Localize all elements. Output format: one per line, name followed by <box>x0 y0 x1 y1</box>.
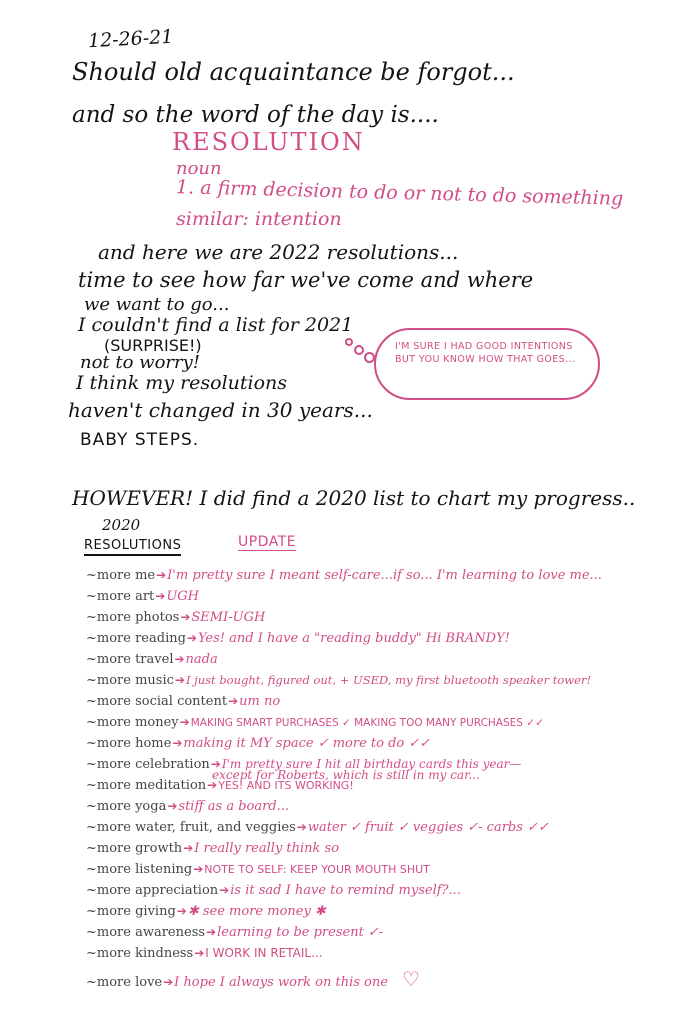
resolution-row <box>86 841 339 856</box>
resolution-item: ~more music <box>86 673 174 688</box>
body-line: haven't changed in 30 years... <box>68 398 373 422</box>
resolution-item: ~more yoga <box>86 799 167 814</box>
resolution-row <box>86 925 383 940</box>
arrow-icon: ➔ <box>210 757 221 771</box>
body-line: not to worry! <box>80 352 201 373</box>
resolution-item: ~more photos <box>86 610 180 625</box>
resolution-item: ~more money <box>86 715 179 730</box>
resolution-item: ~more home <box>86 736 172 751</box>
resolution-item: ~more awareness <box>86 925 206 940</box>
arrow-icon: ➔ <box>193 862 204 876</box>
baby-steps: BABY STEPS. <box>80 430 200 450</box>
arrow-icon: ➔ <box>186 631 197 645</box>
resolution-row <box>86 820 549 835</box>
resolution-update: NOTE TO SELF: KEEP YOUR MOUTH SHUT <box>204 863 430 876</box>
arrow-icon: ➔ <box>167 799 178 813</box>
arrow-icon: ➔ <box>228 694 239 708</box>
arrow-icon: ➔ <box>180 610 191 624</box>
resolution-update: I really really think so <box>194 841 340 856</box>
resolution-update: I hope I always work on this one <box>174 975 388 990</box>
resolution-row <box>86 904 326 919</box>
resolution-update: I just bought, figured out, + USED, my first bluetooth speaker tower! <box>185 673 592 687</box>
word-of-day-line: and so the word of the day is.... <box>72 102 439 128</box>
resolution-update: making it MY space ✓ more to do ✓✓ <box>183 736 431 751</box>
arrow-icon: ➔ <box>219 883 230 897</box>
list-year: 2020 <box>102 516 141 534</box>
arrow-icon: ➔ <box>174 652 185 666</box>
resolution-update: I'm pretty sure I hit all birthday cards this year— <box>221 757 522 771</box>
heart-icon: ♡ <box>401 967 420 991</box>
resolution-update: I'm pretty sure I meant self-care...if so... I'm learning to love me... <box>167 568 602 583</box>
arrow-icon: ➔ <box>174 673 185 687</box>
resolution-update: I WORK IN RETAIL... <box>205 946 323 960</box>
body-line: and here we are 2022 resolutions... <box>98 240 459 264</box>
arrow-icon: ➔ <box>156 568 167 582</box>
resolution-row <box>86 610 265 625</box>
arrow-icon: ➔ <box>176 904 187 918</box>
resolution-row <box>86 736 430 751</box>
resolution-update: nada <box>185 652 218 667</box>
resolution-row <box>86 589 199 604</box>
resolution-row <box>86 715 544 730</box>
resolution-update: stiff as a board... <box>178 799 290 814</box>
resolution-update: is it sad I have to remind myself?... <box>230 883 461 898</box>
arrow-icon: ➔ <box>194 946 205 960</box>
resolution-row <box>86 652 218 667</box>
resolution-row <box>86 694 280 709</box>
resolution-item: ~more social content <box>86 694 228 709</box>
body-line: we want to go... <box>84 294 230 315</box>
arrow-icon: ➔ <box>155 589 166 603</box>
resolution-update: Yes! and I have a "reading buddy" Hi BRANDY! <box>197 631 510 646</box>
resolution-update: YES! AND ITS WORKING! <box>218 779 354 792</box>
resolution-update: water ✓ fruit ✓ veggies ✓- carbs ✓✓ <box>307 820 549 835</box>
resolution-item: ~more love <box>86 975 163 990</box>
resolution-row <box>86 778 354 793</box>
resolution-item: ~more water, fruit, and veggies <box>86 820 296 835</box>
thought-bubble-dot <box>345 338 353 346</box>
resolution-item: ~more kindness <box>86 946 194 961</box>
definition-synonym: similar: intention <box>176 208 342 230</box>
resolution-item: ~more growth <box>86 841 183 856</box>
entry-date: 12-26-21 <box>87 25 174 53</box>
resolution-row <box>86 862 430 877</box>
resolution-update: UGH <box>166 589 200 604</box>
body-line: (SURPRISE!) <box>104 336 202 355</box>
resolution-update: SEMI-UGH <box>191 610 266 625</box>
arrow-icon: ➔ <box>183 841 194 855</box>
arrow-icon: ➔ <box>179 715 190 729</box>
however-line: HOWEVER! I did find a 2020 list to chart my progress.. <box>72 486 636 510</box>
resolutions-heading: RESOLUTIONS <box>84 538 181 556</box>
resolution-row <box>86 883 461 898</box>
resolution-update: ✱ see more money ✱ <box>187 904 326 919</box>
resolution-row <box>86 673 591 688</box>
update-heading: UPDATE <box>238 534 297 550</box>
arrow-icon: ➔ <box>207 778 218 792</box>
resolution-item: ~more travel <box>86 652 174 667</box>
definition-part-of-speech: noun <box>176 158 222 179</box>
thought-bubble-dot <box>354 345 364 355</box>
resolution-row <box>86 946 323 961</box>
resolution-item: ~more celebration <box>86 757 210 772</box>
arrow-icon: ➔ <box>296 820 307 834</box>
resolution-update: um no <box>239 694 281 709</box>
body-line: time to see how far we've come and where <box>78 268 534 292</box>
resolution-item: ~more reading <box>86 631 186 646</box>
arrow-icon: ➔ <box>206 925 217 939</box>
body-line: I couldn't find a list for 2021 <box>78 314 354 336</box>
resolution-update: MAKING SMART PURCHASES ✓ MAKING TOO MANY PURCHASES ✓✓ <box>190 717 544 729</box>
resolution-item: ~more art <box>86 589 155 604</box>
arrow-icon: ➔ <box>163 975 174 989</box>
resolution-item: ~more me <box>86 568 156 583</box>
arrow-icon: ➔ <box>172 736 183 750</box>
resolution-row <box>86 799 289 814</box>
resolution-update: learning to be present ✓- <box>217 925 384 940</box>
resolution-item: ~more giving <box>86 904 176 919</box>
thought-bubble-text: I'M SURE I HAD GOOD INTENTIONS BUT YOU KNOW HOW THAT GOES... <box>395 341 576 365</box>
body-line: I think my resolutions <box>76 372 288 394</box>
resolution-row <box>86 568 602 583</box>
resolution-item: ~more listening <box>86 862 193 877</box>
resolution-row <box>86 967 420 991</box>
resolution-item: ~more meditation <box>86 778 207 793</box>
celebration-continued: except for Roberts, which is still in my car... <box>212 768 480 782</box>
definition-word: RESOLUTION <box>172 128 365 156</box>
opening-line: Should old acquaintance be forgot... <box>72 58 515 86</box>
resolution-row <box>86 631 510 646</box>
definition-sense: 1. a firm decision to do or not to do something <box>175 176 624 210</box>
resolution-item: ~more appreciation <box>86 883 219 898</box>
